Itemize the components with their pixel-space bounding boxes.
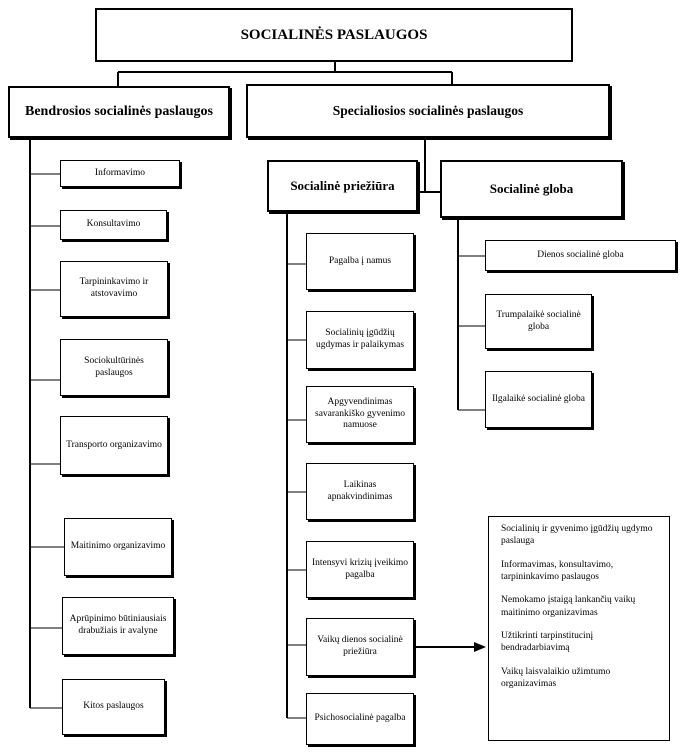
special-services-box: Specialiosios socialinės paslaugos bbox=[246, 84, 610, 138]
care-item-home-help: Pagalba į namus bbox=[306, 233, 414, 290]
care-item-psychosocial: Psichosocialinė pagalba bbox=[306, 693, 414, 745]
general-item-mediation: Tarpininkavimo ir atstovavimo bbox=[60, 261, 168, 317]
diagram-title: SOCIALINĖS PASLAUGOS bbox=[95, 8, 573, 62]
general-item-clothing: Aprūpinimo būtiniausiais drabužiais ir avalyne bbox=[62, 597, 174, 655]
custody-item-long-term: Ilgalaikė socialinė globa bbox=[485, 371, 592, 428]
detail-item-meals: Nemokamo įstaigą lankančių vaikų maitinimo organizavimas bbox=[501, 595, 636, 618]
general-item-transport: Transporto organizavimo bbox=[60, 416, 168, 475]
care-item-crisis-help: Intensyvi krizių įveikimo pagalba bbox=[306, 541, 414, 598]
detail-item-skills: Socialinių ir gyvenimo įgūdžių ugdymo paslauga bbox=[501, 524, 653, 547]
general-item-other: Kitos paslaugos bbox=[62, 679, 165, 735]
detail-item-leisure: Vaikų laisvalaikio užimtumo organizavimas bbox=[501, 666, 611, 690]
child-day-care-details bbox=[488, 516, 670, 741]
custody-item-short-term: Trumpalaikė socialinė globa bbox=[485, 294, 592, 349]
detail-arrow-head bbox=[474, 642, 486, 652]
care-item-temporary-lodging: Laikinas apnakvindinimas bbox=[306, 463, 414, 520]
social-care-box: Socialinė priežiūra bbox=[267, 160, 418, 212]
care-item-social-skills: Socialinių įgūdžių ugdymas ir palaikymas bbox=[306, 311, 414, 369]
detail-item-cooperation: Užtikrinti tarpinstitucinį bendradarbiavimą bbox=[501, 631, 594, 654]
general-item-sociocultural: Sociokultūrinės paslaugos bbox=[60, 339, 168, 396]
custody-item-day: Dienos socialinė globa bbox=[485, 240, 676, 271]
general-item-catering: Maitinimo organizavimo bbox=[64, 518, 172, 576]
general-item-informing: Informavimo bbox=[60, 160, 180, 187]
care-item-independent-living: Apgyvendinimas savarankiško gyvenimo namuose bbox=[306, 386, 414, 443]
social-custody-box: Socialinė globa bbox=[440, 160, 623, 218]
general-item-consulting: Konsultavimo bbox=[60, 210, 167, 240]
general-services-box: Bendrosios socialinės paslaugos bbox=[8, 86, 230, 138]
care-item-child-day-care: Vaikų dienos socialinė priežiūra bbox=[306, 618, 414, 676]
detail-item-informing: Informavimas, konsultavimo, tarpininkavimo paslaugos bbox=[501, 559, 614, 583]
